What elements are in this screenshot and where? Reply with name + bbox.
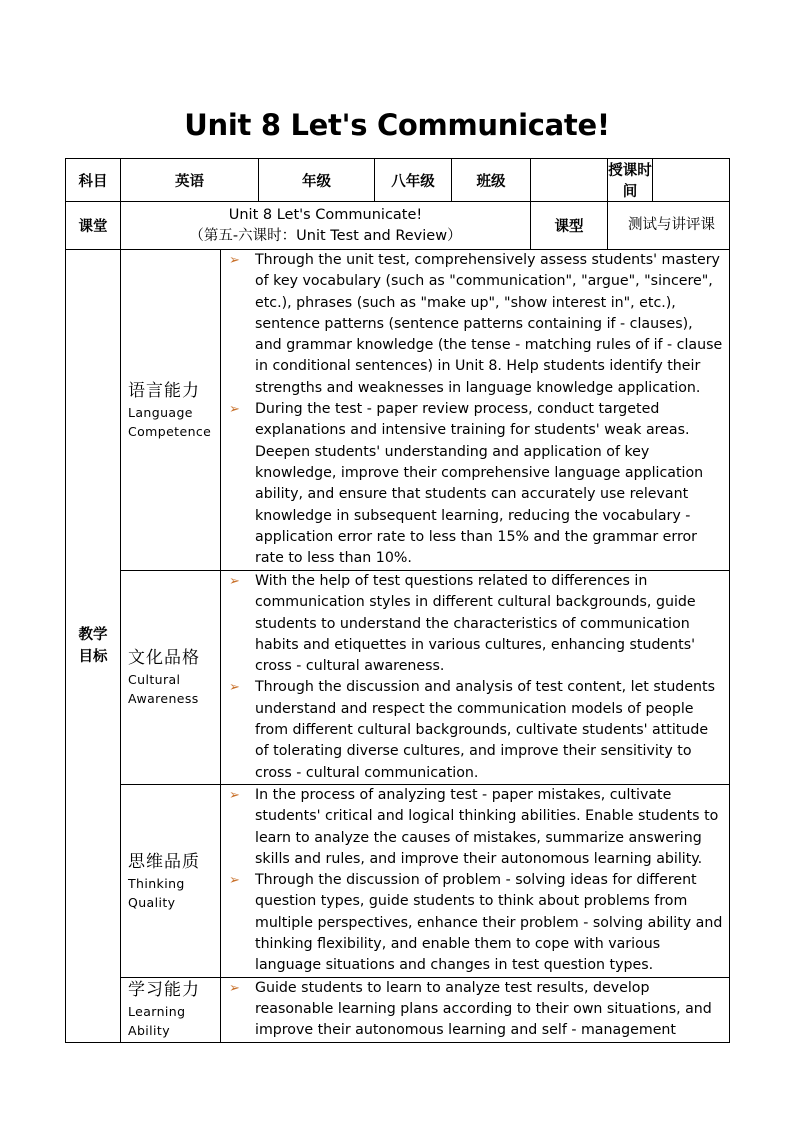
- objectives-label: 教学目标: [66, 250, 121, 1043]
- category-cell: [121, 250, 221, 571]
- list-item: ➢ Through the discussion and analysis of test content, let students understand and respect the communication models of people from different cultural backgrounds, cultivate students' attitude of tolerating diverse cultures, and improve their sensitivity to cross - cultural communication.: [226, 677, 723, 783]
- objective-bullets: [221, 571, 730, 785]
- lesson-label: 课堂: [66, 202, 121, 250]
- subject-value: 英语: [121, 159, 259, 202]
- category-en: Language Competence: [128, 405, 212, 439]
- category-cell: [121, 977, 221, 1042]
- category-en: Learning Ability: [128, 1003, 186, 1038]
- list-item: ➢ In the process of analyzing test - paper mistakes, cultivate students' critical and logical thinking abilities. Enable students to learn to analyze the causes of mistakes, summarize answering skills and rules, and improve their autonomous learning ability.: [226, 785, 723, 870]
- list-item: ➢ Through the discussion of problem - solving ideas for different question types, guide students to think about problems from multiple perspectives, enhance their problem - solving ability and thinking flexibility, and enable them to cope with various language situations and changes in test question types.: [226, 870, 723, 976]
- arrow-bullet-icon: ➢: [229, 574, 240, 589]
- time-label: 授课时间: [608, 159, 653, 202]
- category-cell: [121, 784, 221, 977]
- header-row: [66, 159, 730, 202]
- arrow-bullet-icon: ➢: [229, 787, 240, 803]
- arrow-bullet-icon: ➢: [229, 873, 240, 889]
- arrow-bullet-icon: ➢: [229, 253, 240, 268]
- class-label: 班级: [452, 159, 531, 202]
- category-cn: 文化品格: [128, 648, 200, 669]
- objective-row: [66, 784, 730, 977]
- lesson-title-line1: Unit 8 Let's Communicate!: [228, 206, 423, 223]
- category-cn: 学习能力: [128, 979, 200, 1000]
- category-cn: 思维品质: [128, 851, 200, 872]
- lesson-row: [66, 202, 730, 250]
- grade-value: 八年级: [375, 159, 452, 202]
- category-en: Thinking Quality: [128, 875, 185, 910]
- objective-row: [66, 571, 730, 785]
- objective-bullets: [221, 977, 730, 1042]
- objective-row: [66, 977, 730, 1042]
- list-item: ➢ During the test - paper review process, conduct targeted explanations and intensive training for students' weak areas. Deepen students' understanding and application of key knowledge, improve their comprehensive language application ability, and ensure that students can accurately use relevant knowledge in subsequent learning, reducing the vocabulary - application error rate to less than 15% and the grammar error rate to less than 10%.: [226, 399, 723, 569]
- category-cell: [121, 571, 221, 785]
- category-en: Cultural Awareness: [128, 672, 199, 707]
- list-item: ➢ With the help of test questions related to differences in communication styles in different cultural backgrounds, guide students to understand the characteristics of communication habits and etiquettes in various cultures, enhancing students' cross - cultural awareness.: [226, 571, 723, 677]
- lesson-title: [121, 202, 531, 250]
- grade-label: 年级: [259, 159, 375, 202]
- arrow-bullet-icon: ➢: [229, 980, 240, 996]
- objective-bullets: [221, 784, 730, 977]
- time-value: [653, 159, 730, 202]
- list-item: ➢ Through the unit test, comprehensively assess students' mastery of key vocabulary (such as "communication", "argue", "sincere", etc.), phrases (such as "make up", "show interest in", etc.), sentence patterns (sentence patterns containing if - clauses), and grammar knowledge (the tense - matching rules of if - clause in conditional sentences) in Unit 8. Help students identify their strengths and weaknesses in language knowledge application.: [226, 250, 723, 399]
- lesson-title-line2: （第五-六课时：Unit Test and Review）: [189, 227, 462, 244]
- list-item: ➢ Guide students to learn to analyze test results, develop reasonable learning plans according to their own situations, and improve their autonomous learning and self - management: [226, 978, 723, 1042]
- objective-bullets: [221, 250, 730, 571]
- objective-row: [66, 250, 730, 571]
- type-label: 课型: [531, 202, 608, 250]
- lesson-plan-table: [65, 158, 730, 1043]
- arrow-bullet-icon: ➢: [229, 402, 240, 418]
- type-value: 测试与讲评课: [608, 202, 730, 250]
- class-value: [531, 159, 608, 202]
- category-cn: 语言能力: [128, 381, 200, 401]
- subject-label: 科目: [66, 159, 121, 202]
- page-title: Unit 8 Let's Communicate!: [184, 108, 610, 142]
- arrow-bullet-icon: ➢: [229, 680, 240, 696]
